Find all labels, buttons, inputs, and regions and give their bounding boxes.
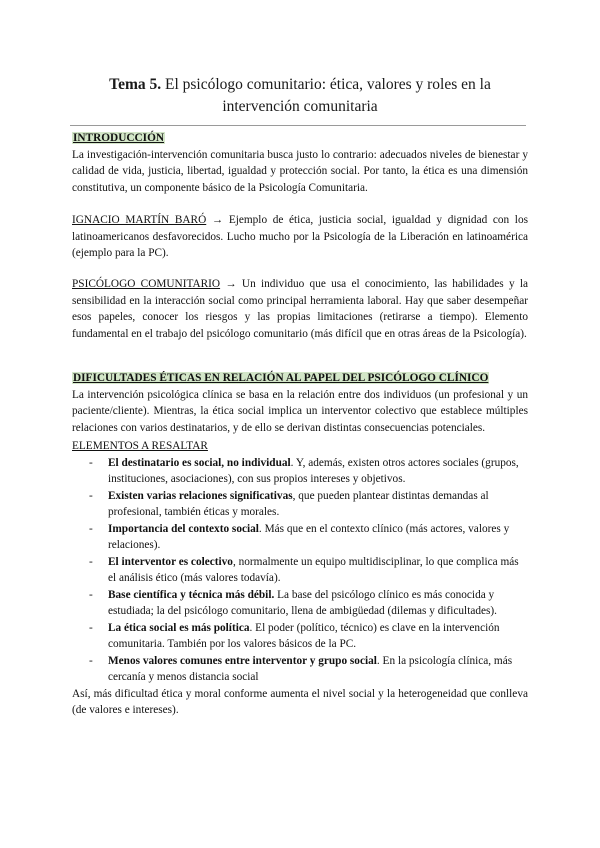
dificultades-paragraph: La intervención psicológica clínica se basa en la relación entre dos individuos (un profesional y un paciente/cliente). Mientras, la ética social implica un interventor colectivo que establece múltiples relaciones con varios destinatarios, y de ello se derivan distintas consecuencias potenciales.: [72, 388, 528, 434]
list-item: [72, 455, 528, 488]
psicologo-label: PSICÓLOGO COMUNITARIO: [72, 278, 221, 290]
list-item: [72, 587, 528, 620]
item-bold: Menos valores comunes entre interventor y grupo social: [108, 654, 377, 667]
item-text: . En la psicología clínica, más cercanía y menos distancia social: [108, 654, 513, 683]
list-item: [72, 521, 528, 554]
baro-section: [72, 212, 528, 262]
item-bold: El interventor es colectivo: [108, 555, 233, 568]
elementos-closing: Así, más dificultad ética y moral conforme aumenta el nivel social y la heterogeneidad que conlleva (de valores e intereses).: [72, 687, 528, 716]
list-dash: -: [89, 555, 93, 568]
psicologo-section: [72, 276, 528, 342]
dificultades-section: [72, 370, 528, 436]
list-item: [72, 488, 528, 521]
list-dash: -: [89, 522, 93, 535]
list-item: [72, 653, 528, 686]
item-bold: El destinatario es social, no individual: [108, 456, 291, 469]
item-text: . Y, además, existen otros actores sociales (grupos, instituciones, asociaciones), con sus propios intereses y objetivos.: [108, 456, 519, 485]
item-text: . El poder (político, técnico) es clave en la intervención comunitaria. También por los valores básicos de la PC.: [108, 621, 500, 650]
list-dash: -: [89, 588, 93, 601]
item-bold: Importancia del contexto social: [108, 522, 259, 535]
elementos-heading: ELEMENTOS A RESALTAR: [72, 440, 208, 452]
item-text: , que pueden plantear distintas demandas al profesional, también éticas y morales.: [108, 489, 489, 518]
list-item: [72, 620, 528, 653]
dificultades-heading: DIFICULTADES ÉTICAS EN RELACIÓN AL PAPEL DEL PSICÓLOGO CLÍNICO: [73, 372, 489, 384]
title-number: Tema 5.: [109, 76, 162, 93]
list-dash: -: [89, 621, 93, 634]
list-dash: -: [89, 489, 93, 502]
baro-paragraph: [72, 212, 528, 262]
elementos-section: [72, 438, 528, 719]
intro-heading: INTRODUCCIÓN: [73, 132, 165, 144]
title-divider: [70, 125, 526, 126]
title-text: El psicólogo comunitario: ética, valores y roles en la intervención comunitaria: [161, 76, 491, 115]
document-title: [70, 74, 530, 118]
item-text: . Más que en el contexto clínico (más actores, valores y relaciones).: [108, 522, 510, 551]
item-bold: Base científica y técnica más débil.: [108, 588, 275, 601]
list-dash: -: [89, 456, 93, 469]
list-item: [72, 554, 528, 587]
elementos-list: [72, 455, 528, 686]
item-bold: La ética social es más política: [108, 621, 250, 634]
psicologo-paragraph: [72, 276, 528, 342]
psicologo-arrow: →: [220, 278, 242, 290]
baro-arrow: →: [206, 214, 229, 226]
item-text: , normalmente un equipo multidisciplinar, lo que complica más el análisis ético (más valores todavía).: [108, 555, 519, 584]
baro-text: Ejemplo de ética, justicia social, igualdad y dignidad con los latinoamericanos desfavorecidos. Lucho mucho por la Psicología de la Liberación en latinoamérica (ejemplo para la PC).: [72, 214, 528, 259]
item-bold: Existen varias relaciones significativas: [108, 489, 293, 502]
item-text: La base del psicólogo clínico es más conocida y estudiada; la del psicólogo comunitario, llena de ambigüedad (dilemas y dificultades).: [108, 588, 497, 617]
psicologo-text: Un individuo que usa el conocimiento, las habilidades y la sensibilidad en la interacción social como principal herramienta laboral. Hay que saber desempeñar esos papeles, conocer los riesgos y las propias limitaciones (retirarse a tiempo). Elemento fundamental en el trabajo del psicólogo comunitario (más difícil que en otras áreas de la Psicología).: [72, 278, 528, 340]
baro-label: IGNACIO MARTÍN BARÓ: [72, 214, 207, 226]
intro-paragraph: La investigación-intervención comunitaria busca justo lo contrario: adecuados niveles de bienestar y calidad de vida, justicia, libertad, igualdad y protección social. Por tanto, la ética es una dimensión constitutiva, un componente básico de la Psicología Comunitaria.: [72, 148, 528, 194]
list-dash: -: [89, 654, 93, 667]
intro-section: [72, 130, 528, 196]
